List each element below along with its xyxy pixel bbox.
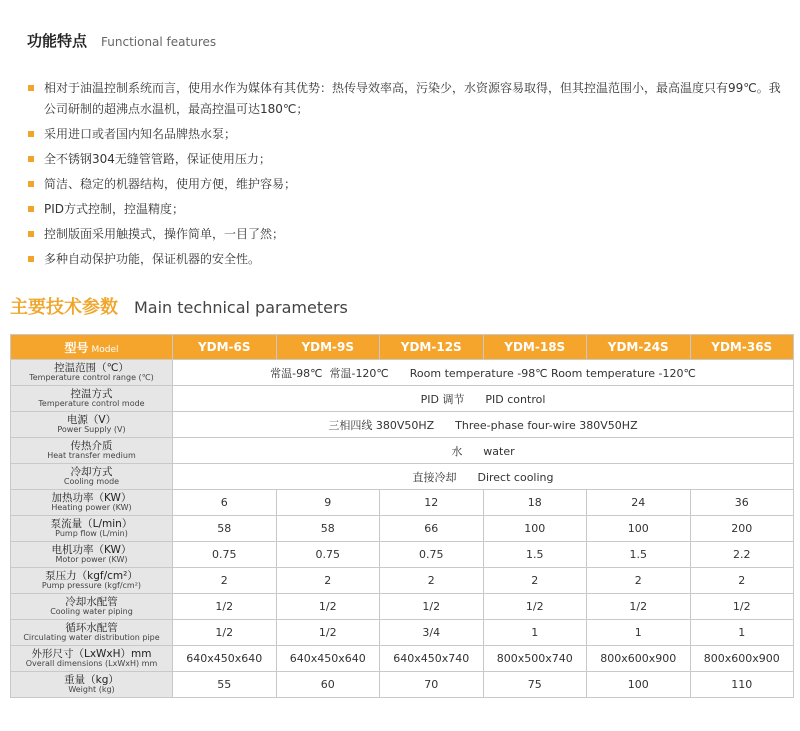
- feature-text: 简洁、稳定的机器结构，使用方便，维护容易；: [44, 177, 297, 191]
- value-cell: 2: [690, 568, 794, 594]
- value-cell: 58: [173, 516, 277, 542]
- bullet-square-icon: [28, 231, 34, 237]
- model-header-cn: 型号: [64, 340, 89, 355]
- list-item: [28, 149, 788, 170]
- merged-value-cell: 常温-98℃ 常温-120℃ Room temperature -98℃ Room temperature -120℃: [173, 360, 794, 386]
- table-row: [11, 542, 794, 568]
- row-label-cn: 控温方式: [70, 387, 113, 400]
- row-label-en: Cooling mode: [63, 476, 120, 486]
- model-header: [11, 335, 173, 360]
- model-header-en: Model: [91, 344, 119, 355]
- value-cell: 2.2: [690, 542, 794, 568]
- table-row: [11, 360, 794, 386]
- params-title-cn: 主要技术参数: [10, 297, 118, 318]
- feature-text: 全不锈钢304无缝管管路，保证使用压力；: [44, 152, 271, 166]
- row-label: [11, 438, 173, 464]
- value-cell: 60: [276, 672, 380, 698]
- list-item: [28, 78, 788, 120]
- table-row: [11, 672, 794, 698]
- value-cell: 110: [690, 672, 794, 698]
- value-cell: 0.75: [380, 542, 484, 568]
- table-body: [11, 360, 794, 698]
- row-label: [11, 516, 173, 542]
- value-cell: 1.5: [483, 542, 587, 568]
- value-cell: 800x600x900: [587, 646, 691, 672]
- row-label: [11, 412, 173, 438]
- value-cell: 2: [483, 568, 587, 594]
- table-row: [11, 386, 794, 412]
- value-cell: 100: [587, 516, 691, 542]
- row-label-en: Overall dimensions (LxWxH) mm: [25, 658, 158, 668]
- merged-value-cell: PID 调节 PID control: [173, 386, 794, 412]
- value-cell: 12: [380, 490, 484, 516]
- row-label-cn: 泵流量（L/min）: [50, 517, 133, 530]
- bullet-square-icon: [28, 131, 34, 137]
- row-label-cn: 泵压力（kgf/cm²）: [45, 569, 138, 582]
- value-cell: 1/2: [587, 594, 691, 620]
- row-label-en: Temperature control range (℃): [29, 372, 154, 382]
- row-label-cn: 电源（V）: [66, 413, 117, 426]
- list-item: [28, 124, 788, 145]
- model-column-header: YDM-36S: [690, 335, 794, 360]
- value-cell: 1/2: [483, 594, 587, 620]
- value-cell: 1: [587, 620, 691, 646]
- row-label-en: Pump pressure (kgf/cm²): [41, 580, 142, 590]
- row-label: [11, 646, 173, 672]
- value-cell: 1: [690, 620, 794, 646]
- row-label-cn: 冷却方式: [70, 465, 113, 478]
- table-row: [11, 620, 794, 646]
- value-cell: 1.5: [587, 542, 691, 568]
- bullet-square-icon: [28, 256, 34, 262]
- list-item: [28, 174, 788, 195]
- row-label-en: Cooling water piping: [50, 606, 133, 616]
- table-row: [11, 516, 794, 542]
- value-cell: 0.75: [276, 542, 380, 568]
- table-row: [11, 490, 794, 516]
- value-cell: 640x450x640: [276, 646, 380, 672]
- value-cell: 36: [690, 490, 794, 516]
- row-label: [11, 594, 173, 620]
- row-label-cn: 电机功率（KW）: [51, 543, 132, 556]
- merged-value-cell: 三相四线 380V50HZ Three-phase four-wire 380V50HZ: [173, 412, 794, 438]
- value-cell: 2: [380, 568, 484, 594]
- parameters-table: [10, 334, 794, 698]
- merged-value-cell: 水 water: [173, 438, 794, 464]
- params-title-en: Main technical parameters: [134, 298, 348, 317]
- row-label-cn: 加热功率（KW）: [51, 491, 132, 504]
- row-label-en: Temperature control mode: [38, 398, 145, 408]
- list-item: [28, 249, 788, 270]
- value-cell: 1: [483, 620, 587, 646]
- features-title-en: Functional features: [101, 35, 217, 49]
- feature-text: 相对于油温控制系统而言，使用水作为媒体有其优势：热传导效率高，污染少，水资源容易取得，但其控温范围小，最高温度只有99℃。我公司研制的超沸点水温机，最高控温可达180℃；: [44, 81, 781, 116]
- bullet-square-icon: [28, 206, 34, 212]
- value-cell: 66: [380, 516, 484, 542]
- value-cell: 2: [587, 568, 691, 594]
- row-label-en: Heat transfer medium: [47, 450, 136, 460]
- merged-value-cell: 直接冷却 Direct cooling: [173, 464, 794, 490]
- value-cell: 3/4: [380, 620, 484, 646]
- model-column-header: YDM-6S: [173, 335, 277, 360]
- row-label-en: Circulating water distribution pipe: [23, 632, 160, 642]
- table-row: [11, 646, 794, 672]
- value-cell: 100: [587, 672, 691, 698]
- value-cell: 6: [173, 490, 277, 516]
- value-cell: 0.75: [173, 542, 277, 568]
- row-label-en: Power Supply (V): [57, 424, 126, 434]
- value-cell: 640x450x640: [173, 646, 277, 672]
- row-label-cn: 控温范围（℃）: [54, 361, 129, 374]
- value-cell: 1/2: [276, 620, 380, 646]
- row-label-en: Heating power (KW): [51, 502, 132, 512]
- features-heading: [27, 30, 216, 51]
- value-cell: 2: [276, 568, 380, 594]
- row-label-cn: 外形尺寸（LxWxH）mm: [31, 647, 152, 660]
- row-label-cn: 重量（kg）: [64, 673, 119, 686]
- bullet-square-icon: [28, 85, 34, 91]
- features-list: [28, 78, 788, 274]
- value-cell: 1/2: [173, 594, 277, 620]
- table-row: [11, 594, 794, 620]
- feature-text: 采用进口或者国内知名品牌热水泵；: [44, 127, 237, 141]
- model-column-header: YDM-9S: [276, 335, 380, 360]
- params-heading: [10, 293, 348, 319]
- value-cell: 1/2: [276, 594, 380, 620]
- value-cell: 1/2: [380, 594, 484, 620]
- value-cell: 200: [690, 516, 794, 542]
- row-label: [11, 620, 173, 646]
- value-cell: 100: [483, 516, 587, 542]
- feature-text: 控制版面采用触摸式，操作简单，一目了然；: [44, 227, 285, 241]
- value-cell: 75: [483, 672, 587, 698]
- table-row: [11, 568, 794, 594]
- model-column-header: YDM-24S: [587, 335, 691, 360]
- row-label: [11, 490, 173, 516]
- table-row: [11, 438, 794, 464]
- value-cell: 2: [173, 568, 277, 594]
- table-row: [11, 412, 794, 438]
- row-label-cn: 循环水配管: [65, 621, 118, 634]
- value-cell: 9: [276, 490, 380, 516]
- bullet-square-icon: [28, 181, 34, 187]
- value-cell: 640x450x740: [380, 646, 484, 672]
- table-row: [11, 464, 794, 490]
- value-cell: 70: [380, 672, 484, 698]
- row-label-en: Pump flow (L/min): [55, 528, 128, 538]
- feature-text: 多种自动保护功能，保证机器的安全性。: [44, 252, 261, 266]
- table-header-row: [11, 335, 794, 360]
- row-label-en: Motor power (KW): [55, 554, 128, 564]
- value-cell: 58: [276, 516, 380, 542]
- row-label-en: Weight (kg): [68, 684, 115, 694]
- row-label: [11, 360, 173, 386]
- row-label: [11, 464, 173, 490]
- row-label-cn: 传热介质: [70, 439, 113, 452]
- list-item: [28, 224, 788, 245]
- value-cell: 800x500x740: [483, 646, 587, 672]
- row-label: [11, 672, 173, 698]
- value-cell: 24: [587, 490, 691, 516]
- value-cell: 1/2: [690, 594, 794, 620]
- value-cell: 18: [483, 490, 587, 516]
- list-item: [28, 199, 788, 220]
- bullet-square-icon: [28, 156, 34, 162]
- row-label: [11, 542, 173, 568]
- row-label: [11, 568, 173, 594]
- row-label: [11, 386, 173, 412]
- value-cell: 1/2: [173, 620, 277, 646]
- value-cell: 800x600x900: [690, 646, 794, 672]
- model-column-header: YDM-12S: [380, 335, 484, 360]
- row-label-cn: 冷却水配管: [65, 595, 118, 608]
- value-cell: 55: [173, 672, 277, 698]
- feature-text: PID方式控制，控温精度；: [44, 202, 185, 216]
- model-column-header: YDM-18S: [483, 335, 587, 360]
- features-title-cn: 功能特点: [27, 32, 88, 50]
